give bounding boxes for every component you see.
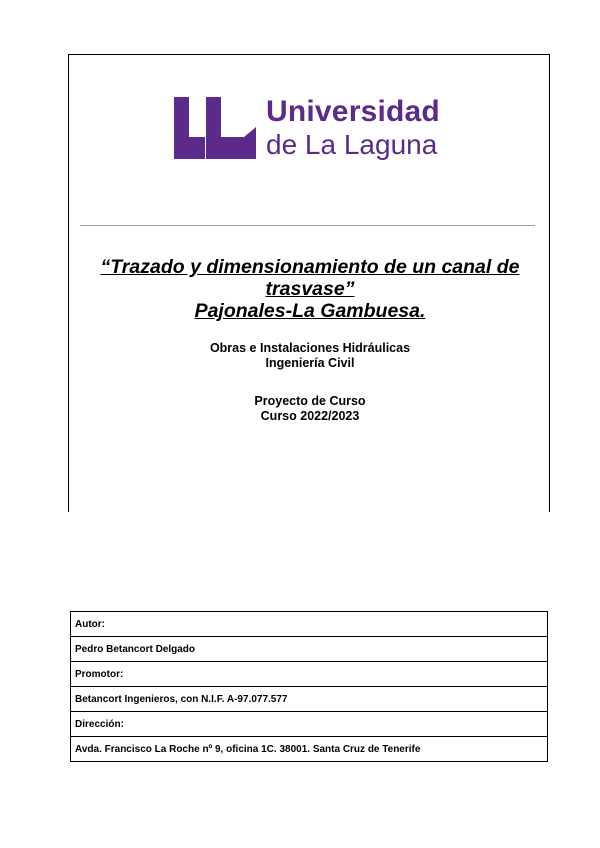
document-title [70,256,550,322]
ull-logo-icon [174,97,256,159]
subject-line-2: Ingeniería Civil [265,356,355,370]
table-row [71,612,548,637]
divider [80,225,535,226]
table-row [71,712,548,737]
details-table [70,611,548,762]
table-row [71,637,548,662]
address-label: Dirección: [71,712,548,737]
title-line-3: Pajonales-La Gambuesa. [194,300,426,322]
table-row [71,737,548,762]
promoter-label: Promotor: [71,662,548,687]
promoter-value: Betancort Ingenieros, con N.I.F. A-97.077.577 [71,687,548,712]
project-block [70,394,550,424]
author-label: Autor: [71,612,548,637]
university-logo [174,97,454,159]
project-line-2: Curso 2022/2023 [260,409,360,423]
project-line-1: Proyecto de Curso [254,394,366,408]
subject-block [70,341,550,371]
address-value: Avda. Francisco La Roche nº 9, oficina 1C. 38001. Santa Cruz de Tenerife [71,737,548,762]
logo-line-2: de La Laguna [266,129,438,160]
table-row [71,687,548,712]
author-value: Pedro Betancort Delgado [71,637,548,662]
title-line-2: trasvase” [265,278,355,300]
subject-line-1: Obras e Instalaciones Hidráulicas [209,341,411,355]
table-row [71,662,548,687]
logo-line-1: Universidad [266,95,440,128]
title-line-1: “Trazado y dimensionamiento de un canal de [100,256,520,278]
